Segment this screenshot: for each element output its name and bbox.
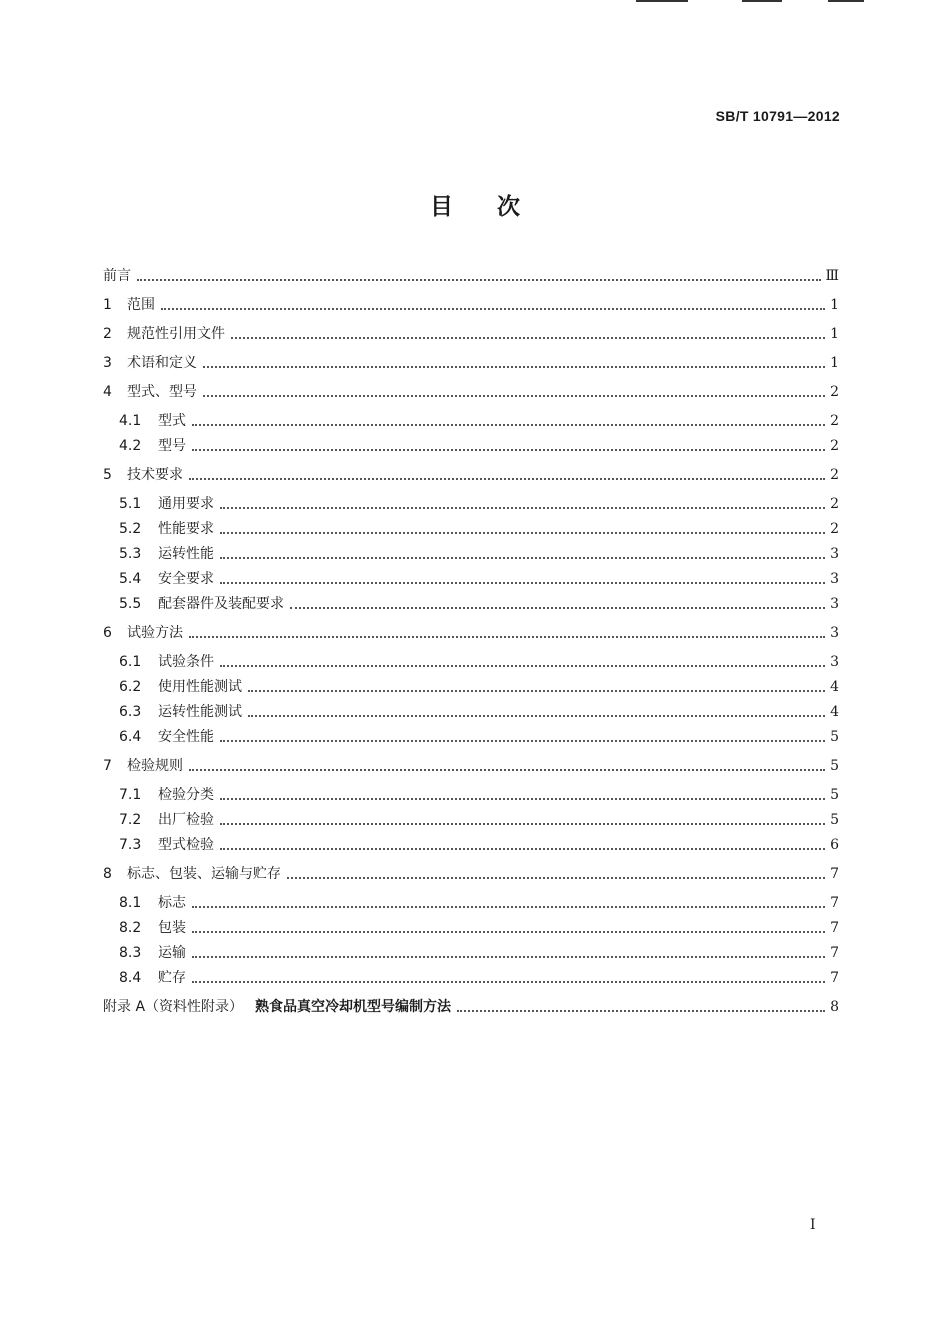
toc-entry-page: 5 — [830, 787, 839, 803]
toc-entry[interactable] — [103, 264, 839, 288]
toc-entry[interactable] — [119, 941, 839, 965]
dot-leader — [189, 635, 825, 638]
toc-entry[interactable] — [119, 700, 839, 724]
toc-entry[interactable] — [119, 916, 839, 940]
toc-entry-page: 1 — [830, 297, 839, 313]
toc-entry-page: 5 — [830, 729, 839, 745]
toc-entry-page: 2 — [830, 384, 839, 400]
toc-entry-number: 8.3 — [119, 945, 142, 961]
toc-entry-page: Ⅲ — [825, 268, 839, 284]
toc-entry-label: 运转性能 — [158, 546, 214, 562]
toc-entry-label: 熟食品真空冷却机型号编制方法 — [255, 999, 452, 1015]
dot-leader — [192, 955, 825, 958]
dot-leader — [203, 365, 825, 368]
toc-entry-label: 运输 — [158, 945, 186, 961]
toc-entry-page: 2 — [830, 438, 839, 454]
toc-entry-number: 2 — [103, 326, 112, 342]
dot-leader — [203, 394, 825, 397]
toc-entry-label: 检验分类 — [158, 787, 214, 803]
toc-entry-page: 7 — [830, 920, 839, 936]
toc-entry-label: 检验规则 — [127, 758, 183, 774]
toc-entry[interactable] — [119, 434, 839, 458]
toc-entry-number: 5 — [103, 467, 112, 483]
toc-entry-page: 2 — [830, 413, 839, 429]
toc-entry[interactable] — [103, 322, 839, 346]
toc-entry-label: 使用性能测试 — [158, 679, 242, 695]
toc-entry[interactable] — [119, 891, 839, 915]
toc-entry-number: 7.3 — [119, 837, 142, 853]
toc-entry-page: 7 — [830, 895, 839, 911]
dot-leader — [220, 847, 825, 850]
toc-entry-label: 型式检验 — [158, 837, 214, 853]
toc-entry-page: 7 — [830, 945, 839, 961]
page-number: I — [810, 1217, 816, 1233]
toc-entry[interactable] — [119, 567, 839, 591]
toc-entry-page: 1 — [830, 326, 839, 342]
dot-leader — [248, 689, 825, 692]
dot-leader — [192, 980, 825, 983]
dot-leader — [220, 556, 825, 559]
dot-leader — [457, 1009, 825, 1012]
dot-leader — [192, 448, 825, 451]
toc-entry-label: 通用要求 — [158, 496, 214, 512]
toc-entry-label: 包装 — [158, 920, 186, 936]
top-rule — [828, 0, 864, 2]
toc-entry-label: 型式、型号 — [127, 384, 197, 400]
dot-leader — [220, 531, 825, 534]
toc-entry-number: 5.1 — [119, 496, 142, 512]
dot-leader — [137, 278, 821, 281]
toc-entry-number: 7 — [103, 758, 112, 774]
page-title: 目次 — [430, 194, 564, 220]
toc-entry-number: 3 — [103, 355, 112, 371]
toc-entry-page: 5 — [830, 758, 839, 774]
toc-entry-number: 8.1 — [119, 895, 142, 911]
toc-entry-number: 4.1 — [119, 413, 142, 429]
toc-entry[interactable] — [119, 783, 839, 807]
toc-entry-number: 8 — [103, 866, 112, 882]
toc-entry-number: 6 — [103, 625, 112, 641]
toc-entry-page: 4 — [830, 704, 839, 720]
toc-entry-label: 性能要求 — [158, 521, 214, 537]
toc-entry[interactable] — [119, 966, 839, 990]
toc-entry[interactable] — [119, 725, 839, 749]
dot-leader — [220, 581, 825, 584]
dot-leader — [290, 606, 825, 609]
toc-entry-number: 5.2 — [119, 521, 142, 537]
toc-entry[interactable] — [119, 542, 839, 566]
toc-entry[interactable] — [119, 592, 839, 616]
toc-entry[interactable] — [119, 808, 839, 832]
toc-entry-number: 8.4 — [119, 970, 142, 986]
toc-entry-label: 范围 — [127, 297, 155, 313]
toc-entry-label: 试验方法 — [127, 625, 183, 641]
dot-leader — [220, 797, 825, 800]
toc-entry-page: 3 — [830, 654, 839, 670]
toc-entry-number: 4 — [103, 384, 112, 400]
dot-leader — [220, 739, 825, 742]
toc-entry[interactable] — [119, 492, 839, 516]
toc-entry-page: 3 — [830, 596, 839, 612]
toc-entry-number: 附录 A（资料性附录） — [103, 999, 244, 1015]
toc-entry[interactable] — [103, 754, 839, 778]
toc-entry-label: 前言 — [103, 268, 131, 284]
toc-entry-label: 安全要求 — [158, 571, 214, 587]
toc-entry-number: 6.1 — [119, 654, 142, 670]
toc-entry-label: 配套器件及装配要求 — [158, 596, 284, 612]
toc-entry-page: 1 — [830, 355, 839, 371]
toc-entry-page: 3 — [830, 546, 839, 562]
toc-entry-number: 1 — [103, 297, 112, 313]
toc-entry-label: 运转性能测试 — [158, 704, 242, 720]
toc-entry[interactable] — [103, 862, 839, 886]
dot-leader — [287, 876, 825, 879]
toc-entry-page: 3 — [830, 625, 839, 641]
toc-entry-number: 5.5 — [119, 596, 142, 612]
toc-entry-page: 2 — [830, 521, 839, 537]
dot-leader — [189, 768, 825, 771]
toc-entry-page: 3 — [830, 571, 839, 587]
toc-entry[interactable] — [119, 517, 839, 541]
dot-leader — [192, 423, 825, 426]
toc-entry-page: 2 — [830, 467, 839, 483]
toc-entry[interactable] — [103, 463, 839, 487]
standard-code: SB/T 10791—2012 — [715, 108, 840, 124]
toc-entry-number: 6.2 — [119, 679, 142, 695]
dot-leader — [231, 336, 825, 339]
toc-entry-page: 2 — [830, 496, 839, 512]
dot-leader — [161, 307, 825, 310]
toc-entry-label: 型号 — [158, 438, 186, 454]
toc-entry-label: 安全性能 — [158, 729, 214, 745]
toc-entry-number: 6.3 — [119, 704, 142, 720]
dot-leader — [220, 822, 825, 825]
toc-entry-label: 标志、包装、运输与贮存 — [127, 866, 281, 882]
toc-entry-label: 试验条件 — [158, 654, 214, 670]
toc-entry-number: 6.4 — [119, 729, 142, 745]
toc-entry[interactable] — [103, 380, 839, 404]
toc-entry-number: 5.4 — [119, 571, 142, 587]
toc-entry-page: 5 — [830, 812, 839, 828]
toc-entry-page: 4 — [830, 679, 839, 695]
toc-entry[interactable] — [119, 650, 839, 674]
toc-entry[interactable] — [119, 833, 839, 857]
top-rule — [636, 0, 688, 2]
dot-leader — [192, 930, 825, 933]
toc-entry-number: 8.2 — [119, 920, 142, 936]
toc-entry[interactable] — [103, 293, 839, 317]
toc-entry-label: 型式 — [158, 413, 186, 429]
toc-entry-label: 贮存 — [158, 970, 186, 986]
dot-leader — [220, 506, 825, 509]
toc-entry-label: 出厂检验 — [158, 812, 214, 828]
toc-entry-label: 标志 — [158, 895, 186, 911]
toc-entry-label: 技术要求 — [127, 467, 183, 483]
toc-entry-page: 7 — [830, 866, 839, 882]
toc-entry[interactable] — [119, 409, 839, 433]
dot-leader — [220, 664, 825, 667]
dot-leader — [189, 477, 825, 480]
toc-entry-number: 4.2 — [119, 438, 142, 454]
toc-entry-number: 7.1 — [119, 787, 142, 803]
dot-leader — [248, 714, 825, 717]
toc-entry-label: 术语和定义 — [127, 355, 197, 371]
toc-entry[interactable] — [103, 351, 839, 375]
toc-entry[interactable] — [103, 995, 839, 1019]
toc-entry-page: 7 — [830, 970, 839, 986]
toc-entry[interactable] — [103, 621, 839, 645]
toc-entry-number: 7.2 — [119, 812, 142, 828]
toc-entry-page: 8 — [830, 999, 839, 1015]
toc-entry-number: 5.3 — [119, 546, 142, 562]
toc-entry-label: 规范性引用文件 — [127, 326, 225, 342]
dot-leader — [192, 905, 825, 908]
toc-entry-page: 6 — [830, 837, 839, 853]
top-rule — [742, 0, 782, 2]
toc-entry[interactable] — [119, 675, 839, 699]
